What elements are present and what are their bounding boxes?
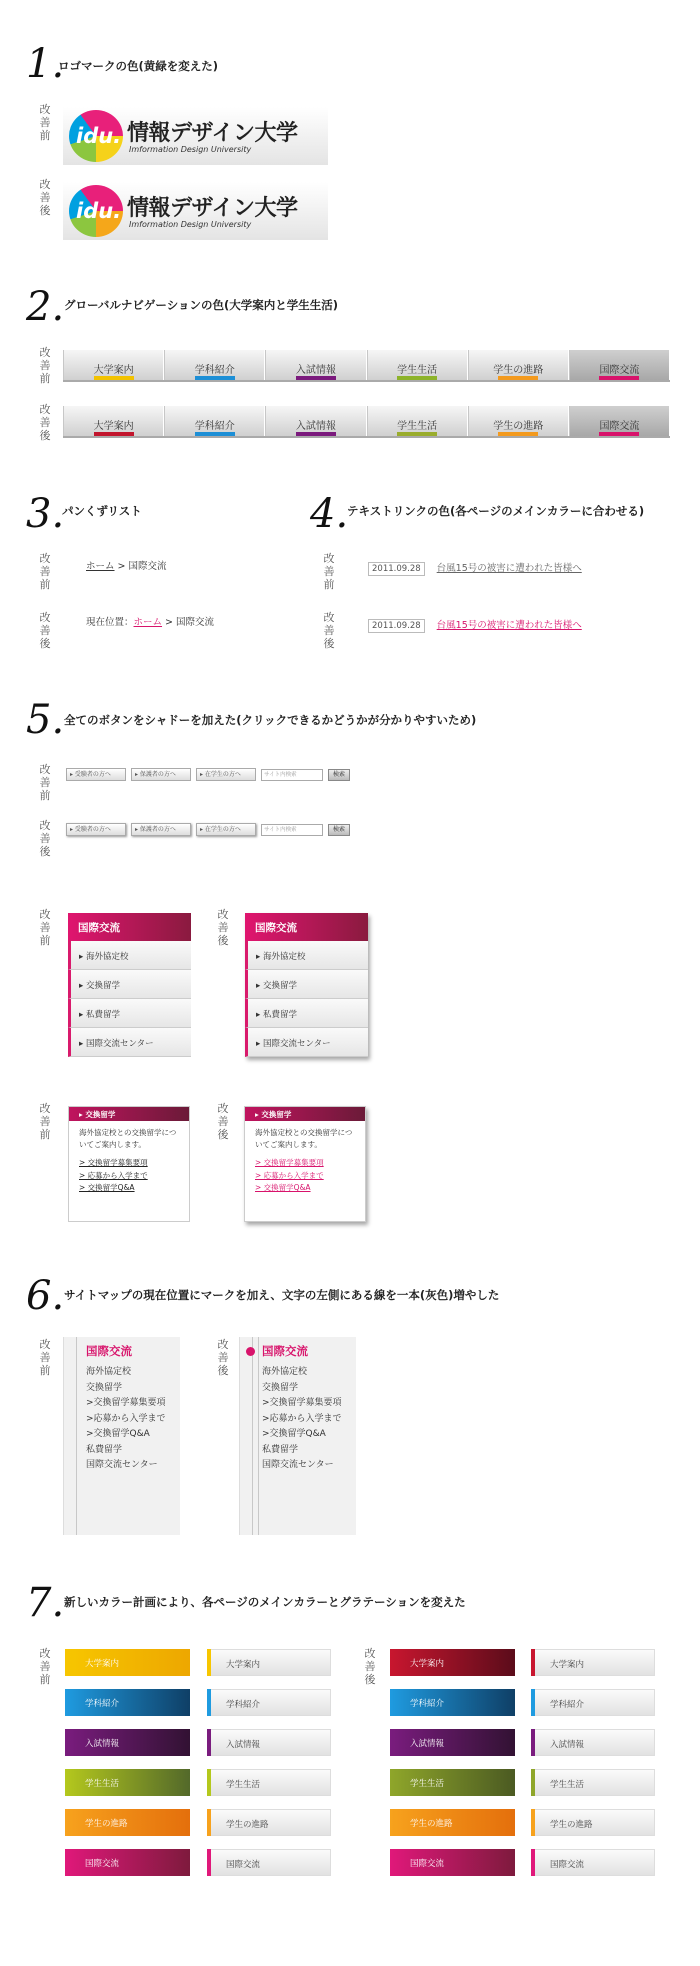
news-link-after: [368, 617, 582, 633]
sitemap-item[interactable]: 海外協定校: [262, 1367, 308, 1377]
color-accent-bar: [207, 1649, 211, 1676]
color-label-box: [207, 1849, 331, 1876]
label-after: 改善後: [39, 819, 51, 858]
gnav-item-label: 大学案内: [93, 365, 134, 376]
info-box-before: [68, 1106, 190, 1222]
sitemap-item[interactable]: 私費留学: [86, 1444, 123, 1455]
info-box-link[interactable]: > 応募から入学まで: [79, 1170, 148, 1180]
gnav-item[interactable]: [367, 406, 468, 436]
section-4-number: 4.: [310, 491, 349, 537]
color-swatch: 大学案内: [390, 1649, 515, 1676]
label-after: 改善後: [323, 611, 335, 650]
label-after: 改善後: [217, 908, 229, 947]
gnav-color-bar: [498, 432, 538, 436]
color-swatch: 学生生活: [65, 1769, 190, 1796]
label-before: 改善前: [39, 908, 51, 947]
gnav-item[interactable]: [569, 406, 670, 436]
gnav-item[interactable]: [468, 406, 569, 436]
logo-mark-text: idu.: [76, 199, 122, 223]
sitemap-item[interactable]: 国際交流センター: [86, 1460, 158, 1470]
guide-button-student[interactable]: ▸ 在学生の方へ: [196, 823, 256, 836]
side-menu-before: [68, 913, 191, 1057]
sitemap-item[interactable]: 交換留学: [86, 1382, 123, 1393]
sitemap-item[interactable]: 交換留学: [262, 1382, 299, 1393]
info-box-link[interactable]: > 交換留学募集要項: [255, 1158, 324, 1167]
section-6-title: サイトマップの現在位置にマークを加え、文字の左側にある線を一本(灰色)増やした: [64, 1288, 500, 1302]
gnav-color-bar: [296, 376, 336, 380]
breadcrumb-before: ホーム > 国際交流: [86, 561, 167, 572]
sitemap-item[interactable]: 国際交流センター: [262, 1460, 334, 1470]
sitemap-before: [63, 1337, 180, 1535]
sitemap-item[interactable]: >交換留学募集要項: [86, 1398, 166, 1408]
label-before: 改善前: [39, 763, 51, 802]
gnav-item-label: 国際交流: [599, 365, 640, 376]
section-1-title: ロゴマークの色(黄緑を変えた): [58, 59, 219, 73]
breadcrumb-home-link[interactable]: ホーム: [133, 617, 163, 628]
sitemap-item[interactable]: 私費留学: [262, 1444, 299, 1455]
breadcrumb-prefix: 現在位置：: [86, 617, 134, 628]
sitemap-title[interactable]: 国際交流: [86, 1344, 132, 1358]
gnav-item[interactable]: [63, 350, 164, 380]
info-box-after: [244, 1106, 366, 1222]
side-menu-item[interactable]: ▸ 国際交流センター: [245, 1028, 368, 1057]
label-after: 改善後: [39, 403, 51, 442]
sitemap-divider: [252, 1337, 253, 1535]
color-label: 大学案内: [226, 1660, 261, 1670]
gnav-item-label: 入試情報: [295, 365, 336, 376]
label-after: 改善後: [217, 1102, 229, 1141]
color-label: 学生生活: [550, 1780, 585, 1790]
logo-subtitle: Imformation Design University: [129, 220, 252, 229]
section-4-title: テキストリンクの色(各ページのメインカラーに合わせる): [347, 504, 645, 518]
color-accent-bar: [207, 1729, 211, 1756]
logo-title: 情報デザイン大学: [127, 196, 298, 221]
section-7-title: 新しいカラー計画により、各ページのメインカラーとグラテーションを変えた: [64, 1595, 466, 1609]
info-box-link[interactable]: > 応募から入学まで: [255, 1170, 324, 1180]
sitemap-item[interactable]: >交換留学募集要項: [262, 1398, 342, 1408]
label-before: 改善前: [39, 1102, 51, 1141]
sitemap-divider: [76, 1337, 77, 1535]
news-link-before: [368, 560, 582, 576]
color-swatch: 国際交流: [390, 1849, 515, 1876]
gnav-color-bar: [599, 376, 639, 380]
gnav-color-bar: [195, 376, 235, 380]
label-after: 改善後: [39, 178, 51, 217]
utility-nav-before: [66, 768, 350, 781]
side-menu-title[interactable]: 国際交流: [245, 913, 368, 941]
breadcrumb-current: 国際交流: [128, 561, 167, 572]
side-menu-item[interactable]: ▸ 交換留学: [245, 970, 368, 999]
section-5-number: 5.: [26, 697, 65, 743]
gnav-item-label: 大学案内: [93, 421, 134, 432]
gnav-item[interactable]: [569, 350, 670, 380]
gnav-item[interactable]: [468, 350, 569, 380]
guide-button-examinee[interactable]: ▸ 受験者の方へ: [66, 823, 126, 836]
sitemap-item[interactable]: >応募から入学まで: [86, 1413, 166, 1424]
color-swatch: 大学案内: [65, 1649, 190, 1676]
label-before: 改善前: [39, 1338, 51, 1377]
color-swatch: 学科紹介: [65, 1689, 190, 1716]
color-accent-bar: [531, 1849, 535, 1876]
logo-before: [63, 107, 328, 165]
side-menu-item[interactable]: ▸ 私費留学: [245, 999, 368, 1028]
label-before: 改善前: [39, 552, 51, 591]
color-accent-bar: [207, 1849, 211, 1876]
sitemap-item[interactable]: >交換留学Q&A: [86, 1429, 150, 1439]
global-nav-after: [63, 406, 670, 438]
sitemap-item[interactable]: >応募から入学まで: [262, 1413, 342, 1424]
color-label: 学生の進路: [226, 1820, 269, 1830]
color-swatch: 学生の進路: [65, 1809, 190, 1836]
side-menu-item[interactable]: ▸ 海外協定校: [245, 941, 368, 970]
breadcrumb-home-link[interactable]: ホーム: [86, 561, 115, 572]
info-box-links: [245, 1157, 365, 1195]
side-menu-item[interactable]: ▸ 国際交流センター: [68, 1028, 191, 1057]
color-label: 国際交流: [550, 1860, 585, 1870]
color-accent-bar: [531, 1809, 535, 1836]
search-input[interactable]: サイト内検索: [261, 769, 323, 781]
info-box-body: 海外協定校との交換留学につ いてご案内します。: [255, 1128, 353, 1149]
color-label: 入試情報: [550, 1740, 585, 1750]
logo-mark-text: idu.: [76, 124, 122, 148]
gnav-item[interactable]: [265, 350, 366, 380]
logo-after: [63, 182, 328, 240]
color-label: 学生生活: [226, 1780, 261, 1790]
current-position-icon: [246, 1347, 255, 1356]
guide-button-guardian[interactable]: ▸ 保護者の方へ: [131, 823, 191, 836]
logo-subtitle: Imformation Design University: [129, 145, 252, 154]
guide-button-student[interactable]: ▸ 在学生の方へ: [196, 768, 256, 781]
news-link[interactable]: 台風15号の被害に遭われた皆様へ: [436, 563, 582, 574]
color-accent-bar: [531, 1729, 535, 1756]
color-accent-bar: [531, 1769, 535, 1796]
info-box-body: 海外協定校との交換留学につ いてご案内します。: [79, 1128, 177, 1149]
color-label: 大学案内: [550, 1660, 585, 1670]
search-button[interactable]: 検索: [328, 824, 350, 836]
sitemap-list: [262, 1365, 342, 1474]
search-input[interactable]: サイト内検索: [261, 824, 323, 836]
color-swatch: 入試情報: [65, 1729, 190, 1756]
side-menu-after: [245, 913, 368, 1057]
sitemap-item[interactable]: 海外協定校: [86, 1367, 132, 1377]
color-accent-bar: [207, 1769, 211, 1796]
color-label-box: [531, 1729, 655, 1756]
news-link[interactable]: 台風15号の被害に遭われた皆様へ: [436, 620, 582, 631]
search-button[interactable]: 検索: [328, 769, 350, 781]
guide-button-examinee[interactable]: ▸ 受験者の方へ: [66, 768, 126, 781]
sitemap-item[interactable]: >交換留学Q&A: [262, 1429, 326, 1439]
breadcrumb-current: 国際交流: [176, 617, 215, 628]
section-7-number: 7.: [26, 1580, 65, 1626]
side-menu-item[interactable]: ▸ 海外協定校: [68, 941, 191, 970]
color-label-box: [531, 1769, 655, 1796]
label-after: 改善後: [217, 1338, 229, 1377]
news-date: 2011.09.28: [368, 562, 425, 576]
sitemap-after: [239, 1337, 356, 1535]
label-after: 改善後: [39, 611, 51, 650]
gnav-item[interactable]: [164, 350, 265, 380]
gnav-item-label: 国際交流: [599, 421, 640, 432]
gnav-item[interactable]: [367, 350, 468, 380]
color-accent-bar: [531, 1689, 535, 1716]
color-label-box: [207, 1649, 331, 1676]
color-label: 学科紹介: [550, 1700, 585, 1710]
color-label-box: [531, 1849, 655, 1876]
section-5-title: 全てのボタンをシャドーを加えた(クリックできるかどうかが分かりやすいため): [64, 713, 477, 727]
color-swatch: 入試情報: [390, 1729, 515, 1756]
color-swatch: 学科紹介: [390, 1689, 515, 1716]
side-menu-item[interactable]: ▸ 私費留学: [68, 999, 191, 1028]
gnav-color-bar: [296, 432, 336, 436]
sitemap-list: [86, 1365, 166, 1474]
color-label: 国際交流: [226, 1860, 261, 1870]
color-label-box: [531, 1649, 655, 1676]
color-label: 学生の進路: [550, 1820, 593, 1830]
section-3-title: パンくずリスト: [62, 504, 142, 518]
info-box-link[interactable]: > 交換留学Q&A: [255, 1183, 311, 1192]
color-accent-bar: [207, 1689, 211, 1716]
section-3-number: 3.: [26, 491, 65, 537]
guide-button-guardian[interactable]: ▸ 保護者の方へ: [131, 768, 191, 781]
side-menu-title[interactable]: 国際交流: [68, 913, 191, 941]
color-label-box: [207, 1689, 331, 1716]
color-swatch: 学生生活: [390, 1769, 515, 1796]
label-before: 改善前: [39, 1647, 51, 1686]
global-nav-before: [63, 350, 670, 382]
sitemap-title[interactable]: 国際交流: [262, 1344, 308, 1358]
side-menu-item[interactable]: ▸ 交換留学: [68, 970, 191, 999]
gnav-color-bar: [397, 432, 437, 436]
gnav-item-label: 学生生活: [397, 421, 438, 432]
section-6-number: 6.: [26, 1273, 65, 1319]
color-accent-bar: [531, 1649, 535, 1676]
gnav-item-label: 学科紹介: [194, 365, 235, 376]
color-label-box: [207, 1809, 331, 1836]
gnav-item-label: 入試情報: [295, 421, 336, 432]
info-box-links: [69, 1157, 189, 1195]
color-label-box: [207, 1769, 331, 1796]
utility-nav-after: [66, 823, 350, 836]
info-box-link[interactable]: > 交換留学募集要項: [79, 1158, 148, 1167]
section-1-number: 1.: [26, 41, 65, 87]
gnav-item-label: 学生生活: [397, 365, 438, 376]
gnav-color-bar: [94, 376, 134, 380]
color-label: 学科紹介: [226, 1700, 261, 1710]
logo-title: 情報デザイン大学: [127, 121, 298, 146]
label-before: 改善前: [39, 103, 51, 142]
gnav-item-label: 学科紹介: [194, 421, 235, 432]
info-box-title: ▸ 交換留学: [69, 1107, 189, 1121]
section-2-number: 2.: [26, 284, 65, 330]
color-label-box: [531, 1809, 655, 1836]
gnav-color-bar: [397, 376, 437, 380]
label-after: 改善後: [364, 1647, 376, 1686]
color-accent-bar: [207, 1809, 211, 1836]
label-before: 改善前: [39, 346, 51, 385]
sitemap-divider: [258, 1337, 259, 1535]
info-box-link[interactable]: > 交換留学Q&A: [79, 1183, 135, 1192]
color-label-box: [207, 1729, 331, 1756]
gnav-item[interactable]: [63, 406, 164, 436]
color-swatch: 学生の進路: [390, 1809, 515, 1836]
gnav-item[interactable]: [164, 406, 265, 436]
color-swatch: 国際交流: [65, 1849, 190, 1876]
info-box-title: ▸ 交換留学: [245, 1107, 365, 1121]
gnav-item-label: 学生の進路: [493, 365, 544, 376]
color-label-box: [531, 1689, 655, 1716]
news-date: 2011.09.28: [368, 619, 425, 633]
gnav-color-bar: [195, 432, 235, 436]
gnav-item-label: 学生の進路: [493, 421, 544, 432]
breadcrumb-after: 現在位置：ホーム > 国際交流: [86, 617, 215, 628]
gnav-color-bar: [599, 432, 639, 436]
gnav-color-bar: [498, 376, 538, 380]
gnav-color-bar: [94, 432, 134, 436]
gnav-item[interactable]: [265, 406, 366, 436]
label-before: 改善前: [323, 552, 335, 591]
color-label: 入試情報: [226, 1740, 261, 1750]
section-2-title: グローバルナビゲーションの色(大学案内と学生生活): [64, 298, 338, 312]
